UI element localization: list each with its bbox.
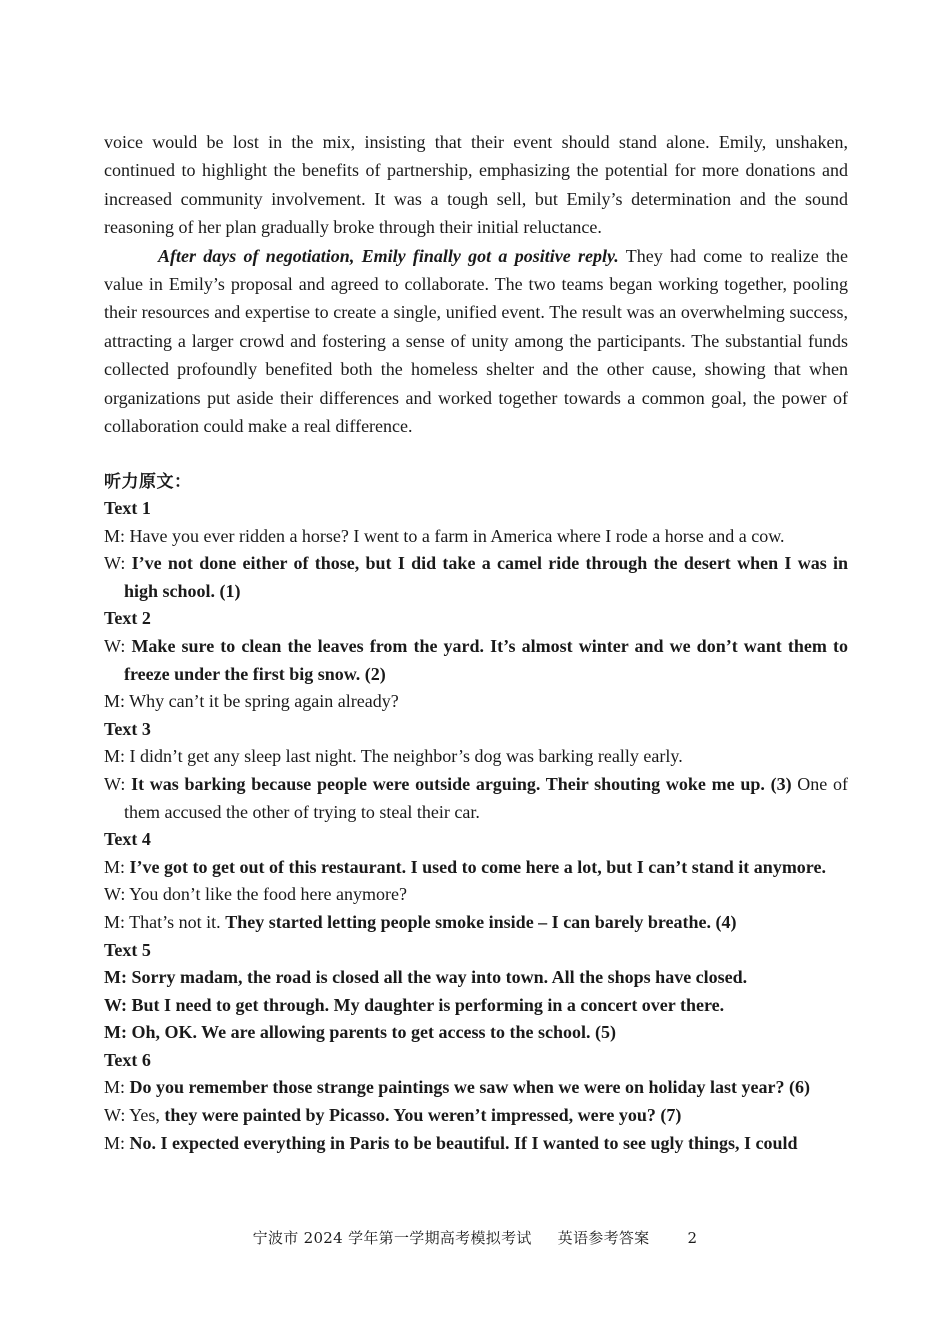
speaker-label: M: <box>104 856 130 877</box>
essay-paragraph-2 <box>104 242 848 441</box>
speaker-label: W: <box>104 635 132 656</box>
answer-text: Make sure to clean the leaves from the yard. It’s almost winter and we don’t want them to freeze under the first big snow. (2) <box>124 635 848 684</box>
answer-text: I’ve not done either of those, but I did take a camel ride through the desert when I was in high school. (1) <box>124 553 849 601</box>
dialogue-text: M: That’s not it. <box>104 911 226 932</box>
page-number: 2 <box>687 1229 698 1247</box>
essay-continuation <box>104 128 848 440</box>
text-3-line-1: M: I didn’t get any sleep last night. The neighbor’s dog was barking really early. <box>104 746 683 767</box>
text-2-line-1 <box>104 633 848 688</box>
speaker-label: M: <box>104 1132 130 1153</box>
text-1-line-2 <box>104 550 848 605</box>
footer-exam-title: 宁波市 2024 学年第一学期高考模拟考试 <box>252 1229 532 1247</box>
text-4-line-2: W: You don’t like the food here anymore? <box>104 884 407 905</box>
answer-text: No. I expected everything in Paris to be beautiful. If I wanted to see ugly things, I could <box>129 1132 798 1153</box>
text-5-line-2: W: But I need to get through. My daughter is performing in a concert over there. <box>104 994 725 1015</box>
answer-text: They started letting people smoke inside – I can barely breathe. (4) <box>225 911 737 932</box>
text-6-heading: Text 6 <box>104 1049 151 1070</box>
text-5-line-1: M: Sorry madam, the road is closed all the way into town. All the shops have closed. <box>104 967 748 988</box>
answer-text: Do you remember those strange paintings we saw when we were on holiday last year? (6) <box>129 1077 810 1098</box>
transcript-title: 听力原文： <box>104 472 192 492</box>
text-6-line-1 <box>104 1074 848 1102</box>
answer-text: It was barking because people were outside arguing. Their shouting woke me up. (3) <box>131 773 792 794</box>
speaker-label: M: <box>104 1077 130 1098</box>
text-3-line-2 <box>104 771 848 826</box>
speaker-label: W: <box>104 773 132 794</box>
listening-transcript <box>104 495 848 1157</box>
text-1-line-1: M: Have you ever ridden a horse? I went to a farm in America where I rode a horse and a cow. <box>104 525 785 546</box>
page-footer <box>0 1227 950 1248</box>
text-3-heading: Text 3 <box>104 718 151 739</box>
answer-text: I’ve got to get out of this restaurant. I used to come here a lot, but I can’t stand it anymore. <box>129 856 826 877</box>
essay-paragraph-2-lead: After days of negotiation, Emily finally got a positive reply. <box>158 245 619 266</box>
footer-subject: 英语参考答案 <box>557 1229 650 1247</box>
text-4-line-1 <box>104 854 848 882</box>
dialogue-text: One of them accused the other of trying to steal their car. <box>124 773 848 822</box>
text-6-line-2 <box>104 1102 848 1130</box>
speaker-label: W: <box>104 553 132 574</box>
text-4-heading: Text 4 <box>104 829 151 850</box>
dialogue-text: W: Yes, <box>104 1105 165 1126</box>
essay-paragraph-2-rest: They had come to realize the value in Emily’s proposal and agreed to collaborate. The two teams began working together, pooling their resources and expertise to create a single, unified event. The result was an overwhelming success, attracting a larger crowd and fostering a sense of unity among the participants. The substantial funds collected profoundly benefited both the homeless shelter and the other cause, showing that when organizations put aside their differences and worked together towards a common goal, the power of collaboration could make a real difference. <box>104 245 849 437</box>
text-5-heading: Text 5 <box>104 939 151 960</box>
text-5-line-3: M: Oh, OK. We are allowing parents to get access to the school. (5) <box>104 1022 616 1043</box>
text-1-heading: Text 1 <box>104 498 151 518</box>
text-2-heading: Text 2 <box>104 608 151 629</box>
answer-text: they were painted by Picasso. You weren’t impressed, were you? (7) <box>164 1105 682 1126</box>
text-4-line-3 <box>104 909 848 937</box>
essay-paragraph-1: voice would be lost in the mix, insisting that their event should stand alone. Emily, unshaken, continued to highlight the benefits of partnership, emphasizing the potential for more donations and increased community involvement. It was a tough sell, but Emily’s determination and the sound reasoning of her plan gradually broke through their initial reluctance. <box>104 132 848 238</box>
text-6-line-3 <box>104 1130 848 1158</box>
text-2-line-2: M: Why can’t it be spring again already? <box>104 691 399 712</box>
